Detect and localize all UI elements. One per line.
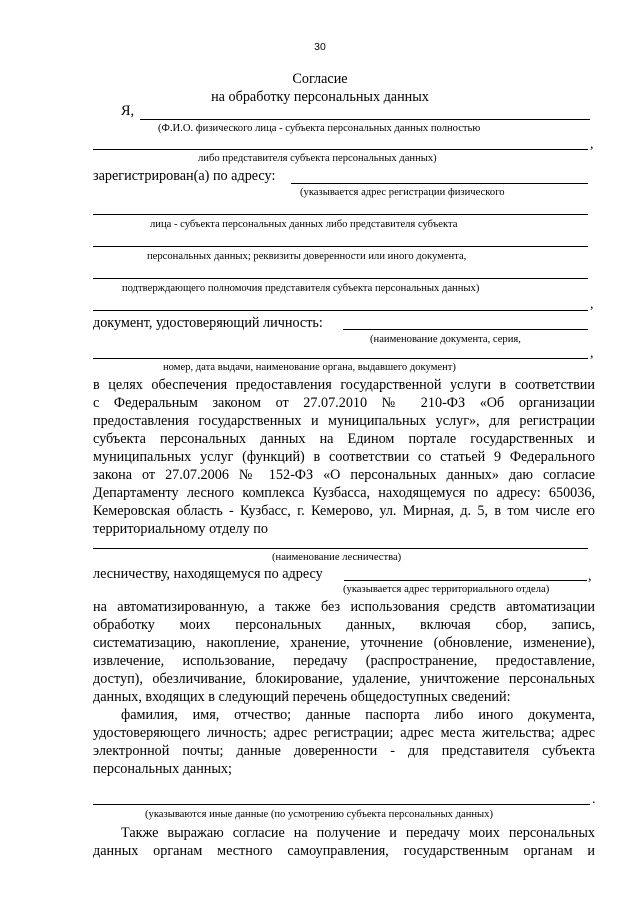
comma-3: , — [590, 346, 594, 361]
purpose-line: предоставления государственных и муниципальных услуг», для регистрации — [93, 413, 595, 429]
doc-line-2 — [93, 358, 588, 359]
address-line — [291, 183, 588, 184]
period-mark: . — [592, 792, 596, 807]
list-line: удостоверяющего личность; адрес регистрации; адрес места жительства; адрес — [93, 725, 595, 741]
hint-addr-4: подтверждающего полномочия представителя субъекта персональных данных) — [122, 283, 480, 294]
other-data-line — [93, 804, 590, 805]
address-line-4 — [93, 278, 588, 279]
purpose-line: Кемеровская область - Кузбасс, г. Кемерово, ул. Мирная, д. 5, в том числе его — [93, 503, 595, 519]
purpose-line: субъекта персональных данных на Едином портале государственных и — [93, 431, 595, 447]
hint-territorial: (указывается адрес территориального отдела) — [343, 584, 550, 595]
purpose-line: муниципальных услуг (функций) в соответствии со статьей 9 Федерального — [93, 449, 595, 465]
hint-fio: (Ф.И.О. физического лица - субъекта персональных данных полностью — [158, 123, 481, 134]
also-line: данных органам местного самоуправления, государственным органам и — [93, 843, 595, 859]
registered-label: зарегистрирован(а) по адресу: — [93, 168, 276, 184]
hint-fio-2: либо представителя субъекта персональных данных) — [198, 153, 437, 164]
doc-line — [343, 329, 588, 330]
ya-label: Я, — [121, 103, 135, 119]
hint-doc-2: номер, дата выдачи, наименование органа, выдавшего документ) — [163, 362, 456, 373]
hint-addr-1: (указывается адрес регистрации физического — [300, 187, 505, 198]
comma-1: , — [590, 137, 594, 152]
hint-doc-1: (наименование документа, серия, — [370, 334, 521, 345]
processing-line: обработку моих персональных данных, включая сбор, запись, — [93, 617, 595, 633]
comma-4: , — [588, 569, 592, 584]
title-line-1: Согласие — [292, 71, 348, 87]
fio-line — [140, 119, 590, 120]
list-line: электронной почты; данные доверенности - для представителя субъекта — [93, 743, 595, 759]
list-last-line: персональных данных; — [93, 761, 232, 777]
forestry-line — [93, 548, 588, 549]
purpose-last-line: территориальному отделу по — [93, 521, 268, 537]
hint-addr-2: лица - субъекта персональных данных либо представителя субъекта — [150, 219, 458, 230]
also-line: Также выражаю согласие на получение и передачу моих персональных — [121, 825, 595, 841]
address-line-3 — [93, 246, 588, 247]
address-line-5 — [93, 310, 588, 311]
purpose-line: в целях обеспечения предоставления государственной услуги в соответствии — [93, 377, 595, 393]
territorial-line — [344, 580, 587, 581]
address-line-2 — [93, 214, 588, 215]
purpose-line: с Федеральным законом от 27.07.2010 № 210-ФЗ «Об организации — [93, 395, 595, 411]
processing-line: доступ), обезличивание, блокирование, удаление, уничтожение персональных — [93, 671, 595, 687]
processing-last-line: данных, входящих в следующий перечень общедоступных сведений: — [93, 689, 511, 705]
hint-other: (указываются иные данные (по усмотрению субъекта персональных данных) — [145, 809, 494, 820]
comma-2: , — [590, 297, 594, 312]
processing-line: систематизацию, накопление, хранение, уточнение (обновление, изменение), — [93, 635, 595, 651]
list-line: фамилия, имя, отчество; данные паспорта либо иного документа, — [121, 707, 595, 723]
page-number: 30 — [314, 41, 326, 53]
title-line-2: на обработку персональных данных — [211, 89, 429, 105]
processing-line: извлечение, использование, передачу (распространение, предоставление, — [93, 653, 595, 669]
fio-line-2 — [93, 149, 588, 150]
forestry-label: лесничеству, находящемуся по адресу — [93, 566, 323, 582]
hint-addr-3: персональных данных; реквизиты доверенности или иного документа, — [147, 251, 467, 262]
processing-line: на автоматизированную, а также без использования средств автоматизации — [93, 599, 595, 615]
doc-label: документ, удостоверяющий личность: — [93, 315, 323, 331]
purpose-line: Департаменту лесного комплекса Кузбасса, находящемуся по адресу: 650036, — [93, 485, 595, 501]
hint-forestry: (наименование лесничества) — [272, 552, 402, 563]
purpose-line: закона от 27.07.2006 № 152-ФЗ «О персональных данных» даю согласие — [93, 467, 595, 483]
